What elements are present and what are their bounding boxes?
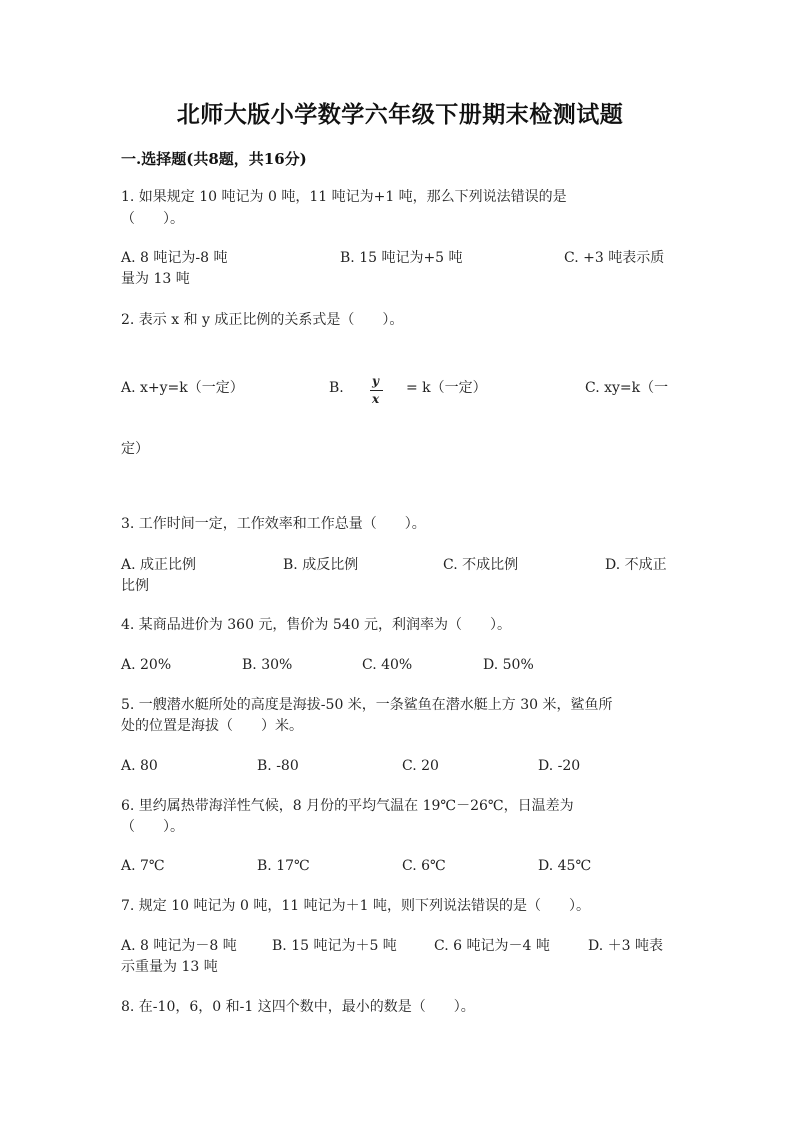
q5-option-d[interactable]: D. -20 bbox=[538, 758, 581, 774]
q3-option-a[interactable]: A. 成正比例 bbox=[121, 557, 197, 573]
q4-stem: 4. 某商品进价为 360 元，售价为 540 元，利润率为（ ）。 bbox=[121, 617, 512, 633]
q4-option-a[interactable]: A. 20% bbox=[121, 657, 172, 673]
q5-option-b[interactable]: B. -80 bbox=[257, 758, 299, 774]
q4-option-b[interactable]: B. 30% bbox=[242, 657, 293, 673]
q7-option-b[interactable]: B. 15 吨记为＋5 吨 bbox=[272, 938, 397, 954]
q3-stem: 3. 工作时间一定，工作效率和工作总量（ ）。 bbox=[121, 516, 426, 532]
q3-option-b[interactable]: B. 成反比例 bbox=[283, 557, 359, 573]
q2-option-c-line1[interactable]: C. xy=k（一 bbox=[585, 380, 669, 396]
q6-option-b[interactable]: B. 17℃ bbox=[257, 858, 310, 874]
q5-option-c[interactable]: C. 20 bbox=[402, 758, 439, 774]
q6-stem-line2: （ ）。 bbox=[121, 819, 184, 835]
q3-option-c[interactable]: C. 不成比例 bbox=[443, 557, 519, 573]
fraction-numerator: y bbox=[372, 374, 379, 388]
q1-stem-line1: 1. 如果规定 10 吨记为 0 吨，11 吨记为+1 吨，那么下列说法错误的是 bbox=[121, 189, 567, 205]
q2-option-b-label[interactable]: B. bbox=[329, 380, 344, 396]
q7-option-d-line2: 示重量为 13 吨 bbox=[121, 959, 218, 975]
q2-option-a[interactable]: A. x+y=k（一定） bbox=[121, 380, 244, 396]
q2-option-c-line2: 定） bbox=[121, 441, 149, 457]
page-title: 北师大版小学数学六年级下册期末检测试题 bbox=[176, 101, 624, 128]
q6-option-d[interactable]: D. 45℃ bbox=[538, 858, 592, 874]
q7-option-c[interactable]: C. 6 吨记为－4 吨 bbox=[434, 938, 550, 954]
q6-option-a[interactable]: A. 7℃ bbox=[121, 858, 165, 874]
fraction-denominator: x bbox=[372, 392, 380, 406]
q2-option-b-fraction bbox=[369, 374, 385, 408]
q2-stem: 2. 表示 x 和 y 成正比例的关系式是（ ）。 bbox=[121, 312, 404, 328]
q1-option-b[interactable]: B. 15 吨记为+5 吨 bbox=[340, 250, 463, 266]
section-heading: 一.选择题(共8题，共16分) bbox=[121, 150, 307, 168]
q2-option-b-rest: = k（一定） bbox=[406, 380, 487, 396]
q7-option-a[interactable]: A. 8 吨记为－8 吨 bbox=[121, 938, 237, 954]
q7-stem: 7. 规定 10 吨记为 0 吨，11 吨记为＋1 吨，则下列说法错误的是（ ）。 bbox=[121, 898, 590, 914]
q8-stem: 8. 在-10，6，0 和-1 这四个数中，最小的数是（ ）。 bbox=[121, 999, 475, 1015]
q1-option-c-line2: 量为 13 吨 bbox=[121, 271, 190, 287]
fraction-bar bbox=[370, 390, 383, 391]
q3-option-d-line1[interactable]: D. 不成正 bbox=[605, 557, 667, 573]
q6-option-c[interactable]: C. 6℃ bbox=[402, 858, 446, 874]
q6-stem-line1: 6. 里约属热带海洋性气候，8 月份的平均气温在 19℃－26℃，日温差为 bbox=[121, 798, 574, 814]
q1-option-a[interactable]: A. 8 吨记为-8 吨 bbox=[121, 250, 228, 266]
q4-option-d[interactable]: D. 50% bbox=[483, 657, 534, 673]
q1-option-c-line1[interactable]: C. +3 吨表示质 bbox=[564, 250, 665, 266]
q5-option-a[interactable]: A. 80 bbox=[121, 758, 158, 774]
q7-option-d-line1[interactable]: D. ＋3 吨表 bbox=[588, 938, 663, 954]
q4-option-c[interactable]: C. 40% bbox=[362, 657, 413, 673]
q5-stem-line2: 处的位置是海拔（ ）米。 bbox=[121, 718, 303, 734]
q1-stem-line2: （ ）。 bbox=[121, 211, 184, 227]
q5-stem-line1: 5. 一艘潜水艇所处的高度是海拔-50 米，一条鲨鱼在潜水艇上方 30 米，鲨鱼所 bbox=[121, 697, 613, 713]
q3-option-d-line2: 比例 bbox=[121, 578, 149, 594]
